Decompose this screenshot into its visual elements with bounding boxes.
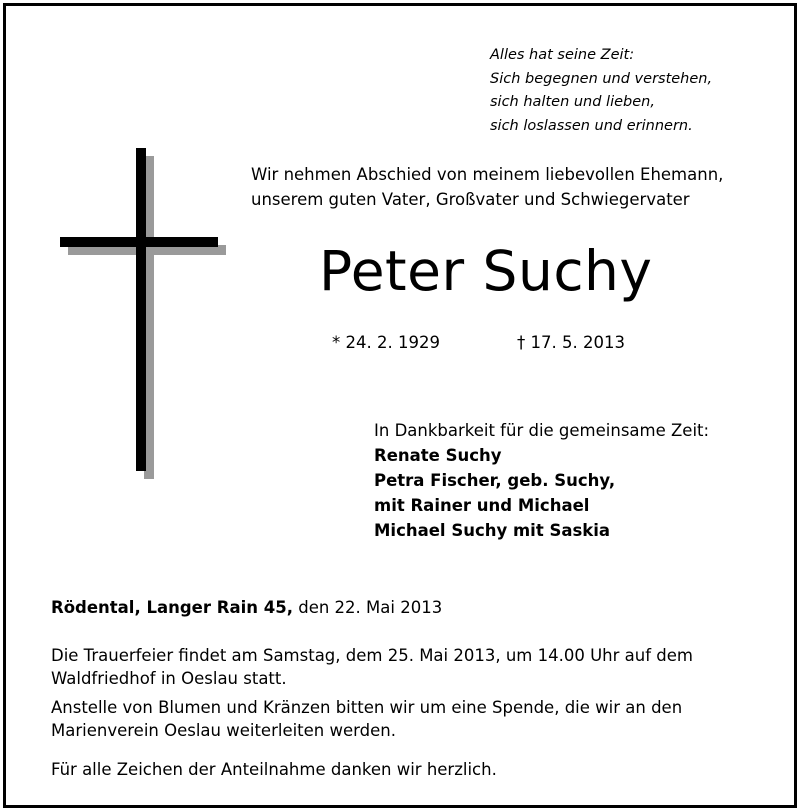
deceased-name: Peter Suchy (319, 239, 653, 303)
poem (490, 44, 712, 138)
poem-line: Sich begegnen und verstehen, (490, 70, 713, 87)
paragraph-line: Waldfriedhof in Oeslau statt. (51, 669, 287, 688)
closing-paragraph (51, 758, 497, 781)
intro-line: Wir nehmen Abschied von meinem liebevollen Ehemann, (251, 165, 724, 184)
notice-date: den 22. Mai 2013 (298, 598, 443, 617)
address: Rödental, Langer Rain 45, (51, 598, 293, 617)
paragraph-line: Anstelle von Blumen und Kränzen bitten wir um eine Spende, die wir an den (51, 698, 683, 717)
mourner-name: Michael Suchy mit Saskia (374, 521, 611, 540)
intro-line: unserem guten Vater, Großvater und Schwiegervater (251, 190, 690, 209)
mourner-name: Renate Suchy (374, 446, 502, 465)
place-and-date (51, 598, 442, 617)
cross-icon (56, 148, 226, 483)
paragraph-line: Für alle Zeichen der Anteilnahme danken wir herzlich. (51, 760, 497, 779)
death-date: † 17. 5. 2013 (517, 333, 625, 352)
poem-line: sich loslassen und erinnern. (490, 117, 693, 134)
mourners-block (374, 418, 709, 543)
mourners-heading: In Dankbarkeit für die gemeinsame Zeit: (374, 421, 710, 440)
cross-bar-vertical (136, 148, 146, 471)
donation-paragraph (51, 696, 682, 742)
funeral-paragraph (51, 644, 693, 690)
mourner-name: mit Rainer und Michael (374, 496, 590, 515)
poem-line: Alles hat seine Zeit: (490, 47, 635, 63)
mourner-name: Petra Fischer, geb. Suchy, (374, 471, 616, 490)
poem-line: sich halten und lieben, (490, 94, 655, 110)
birth-date: * 24. 2. 1929 (332, 333, 440, 352)
intro-text (251, 162, 723, 212)
cross-bar-horizontal (60, 237, 218, 247)
paragraph-line: Die Trauerfeier findet am Samstag, dem 25. Mai 2013, um 14.00 Uhr auf dem (51, 646, 693, 665)
paragraph-line: Marienverein Oeslau weiterleiten werden. (51, 721, 396, 740)
obituary-notice (3, 3, 797, 808)
